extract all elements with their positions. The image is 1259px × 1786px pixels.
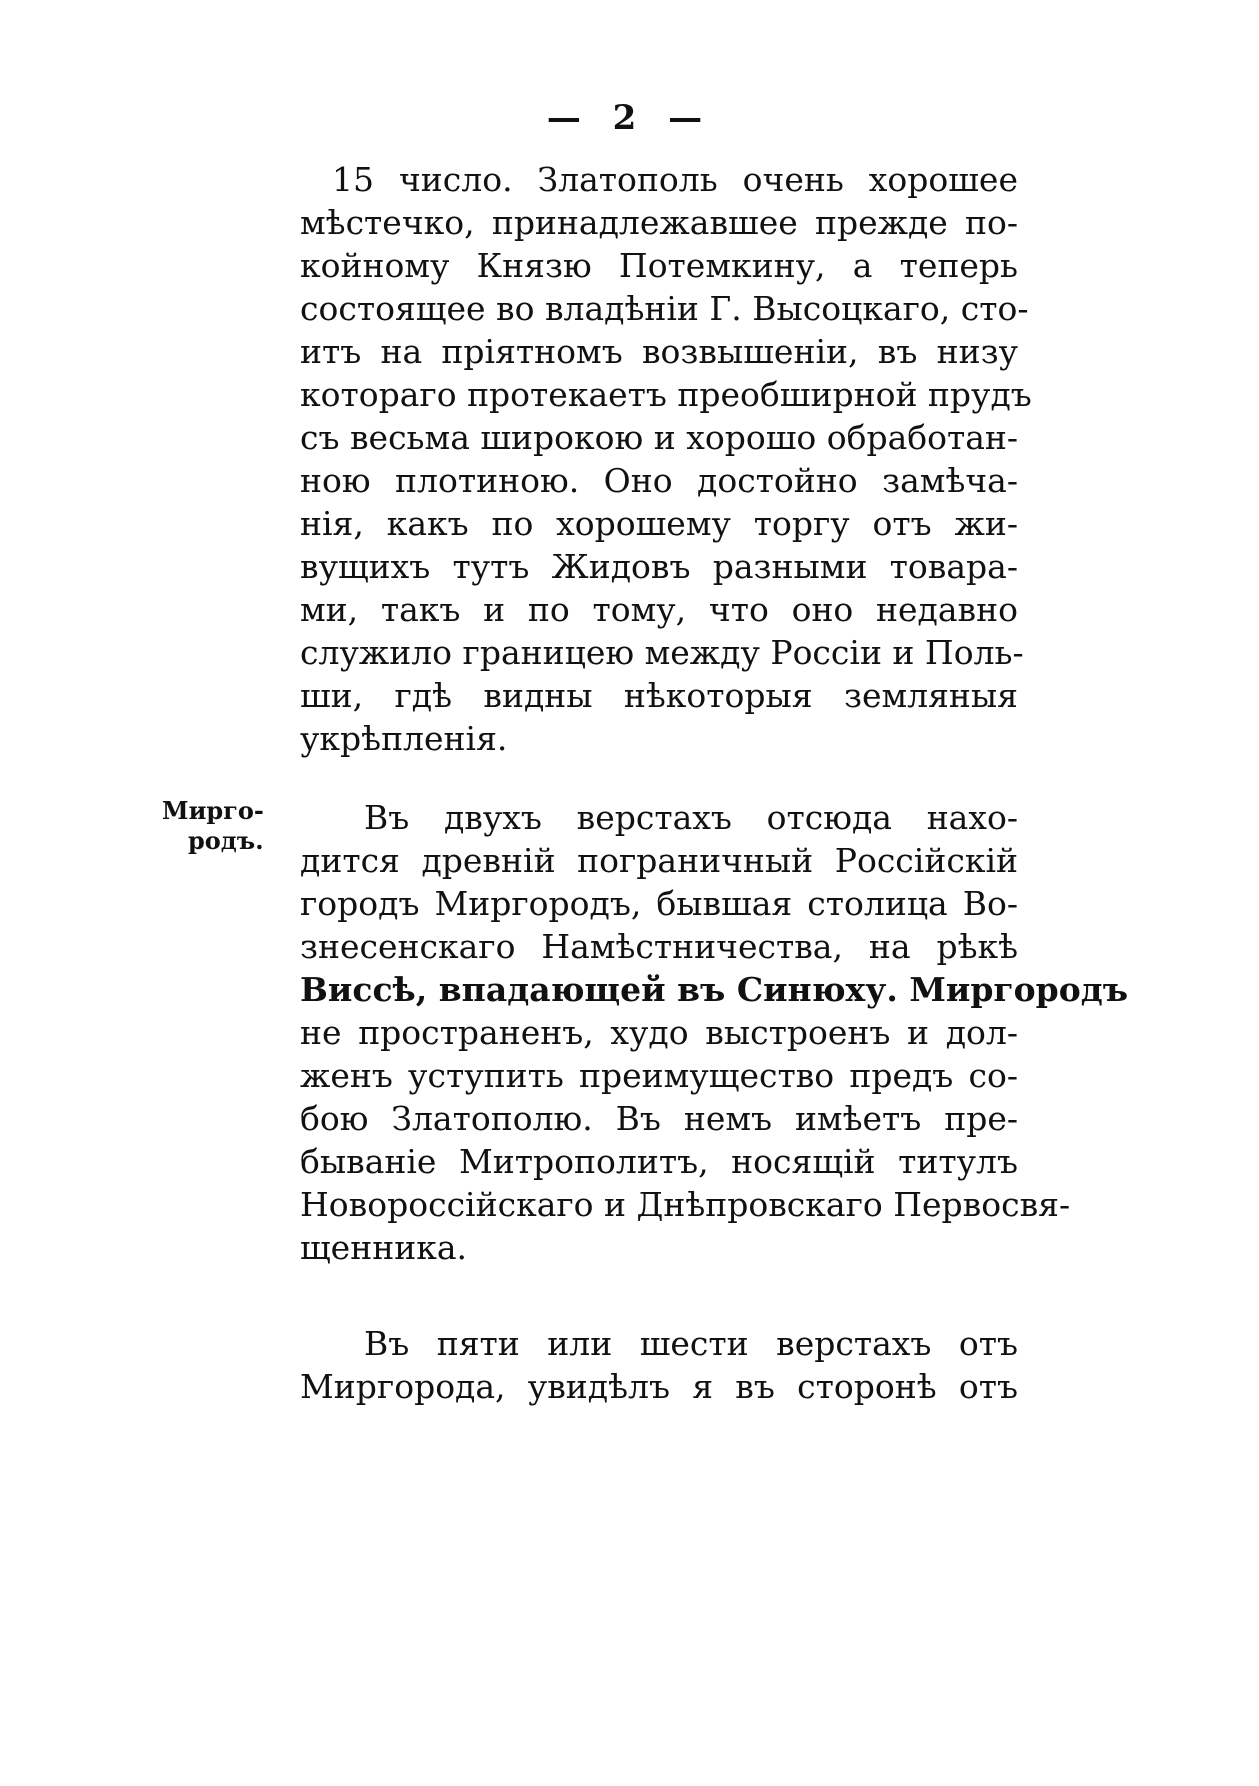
marginal-note	[162, 796, 282, 856]
text-line: бою Златополю. Въ немъ имѣетъ пре-	[300, 1099, 1018, 1138]
text-line: мѣстечко, принадлежавшее прежде по-	[300, 203, 1018, 242]
text-line: быванiе Митрополитъ, носящiй титулъ	[300, 1142, 1018, 1181]
text-line: Въ двухъ верстахъ отсюда нахо-	[364, 798, 1018, 837]
text-line: не пространенъ, худо выстроенъ и дол-	[300, 1013, 1018, 1052]
text-line: 15 число. Златополь очень хорошее	[332, 160, 1018, 199]
text-line: вущихъ тутъ Жидовъ разными товара-	[300, 547, 1018, 586]
text-line: Виссѣ, впадающей въ Синюху. Миргородъ	[300, 970, 1129, 1009]
text-line: Въ пяти или шести верстахъ отъ	[364, 1324, 1018, 1363]
text-line: съ весьма широкою и хорошо обработан-	[300, 418, 1019, 457]
text-line: состоящее во владѣнiи Г. Высоцкаго, сто-	[300, 289, 1029, 328]
text-line: ши, гдѣ видны нѣкоторыя земляныя	[300, 676, 1018, 715]
text-line: койному Князю Потемкину, а теперь	[300, 246, 1018, 285]
text-line: ми, такъ и по тому, что оно недавно	[300, 590, 1018, 629]
text-line: Новороссiйскаго и Днѣпровскаго Первосвя-	[300, 1185, 1071, 1224]
text-line: щенника.	[300, 1228, 467, 1267]
text-line: дится древнiй пограничный Россiйскiй	[300, 841, 1018, 880]
text-line: нiя, какъ по хорошему торгу отъ жи-	[300, 504, 1018, 543]
text-line: Миргорода, увидѣлъ я въ сторонѣ отъ	[300, 1367, 1018, 1406]
text-line: укрѣпленiя.	[300, 719, 508, 758]
text-line: женъ уступить преимущество предъ со-	[300, 1056, 1018, 1095]
text-line: городъ Миргородъ, бывшая столица Во-	[300, 884, 1018, 923]
text-line: знесенскаго Намѣстничества, на рѣкѣ	[300, 927, 1018, 966]
text-line: итъ на прiятномъ возвышенiи, въ низу	[300, 332, 1018, 371]
text-line: котораго протекаетъ преобширной прудъ	[300, 375, 1032, 414]
marginal-note-line: Мирго-	[162, 796, 264, 825]
text-line: ною плотиною. Оно достойно замѣча-	[300, 461, 1018, 500]
page-number: — 2 —	[546, 98, 713, 138]
text-line: служило границею между Россiи и Поль-	[300, 633, 1024, 672]
marginal-note-line: родъ.	[188, 826, 264, 855]
